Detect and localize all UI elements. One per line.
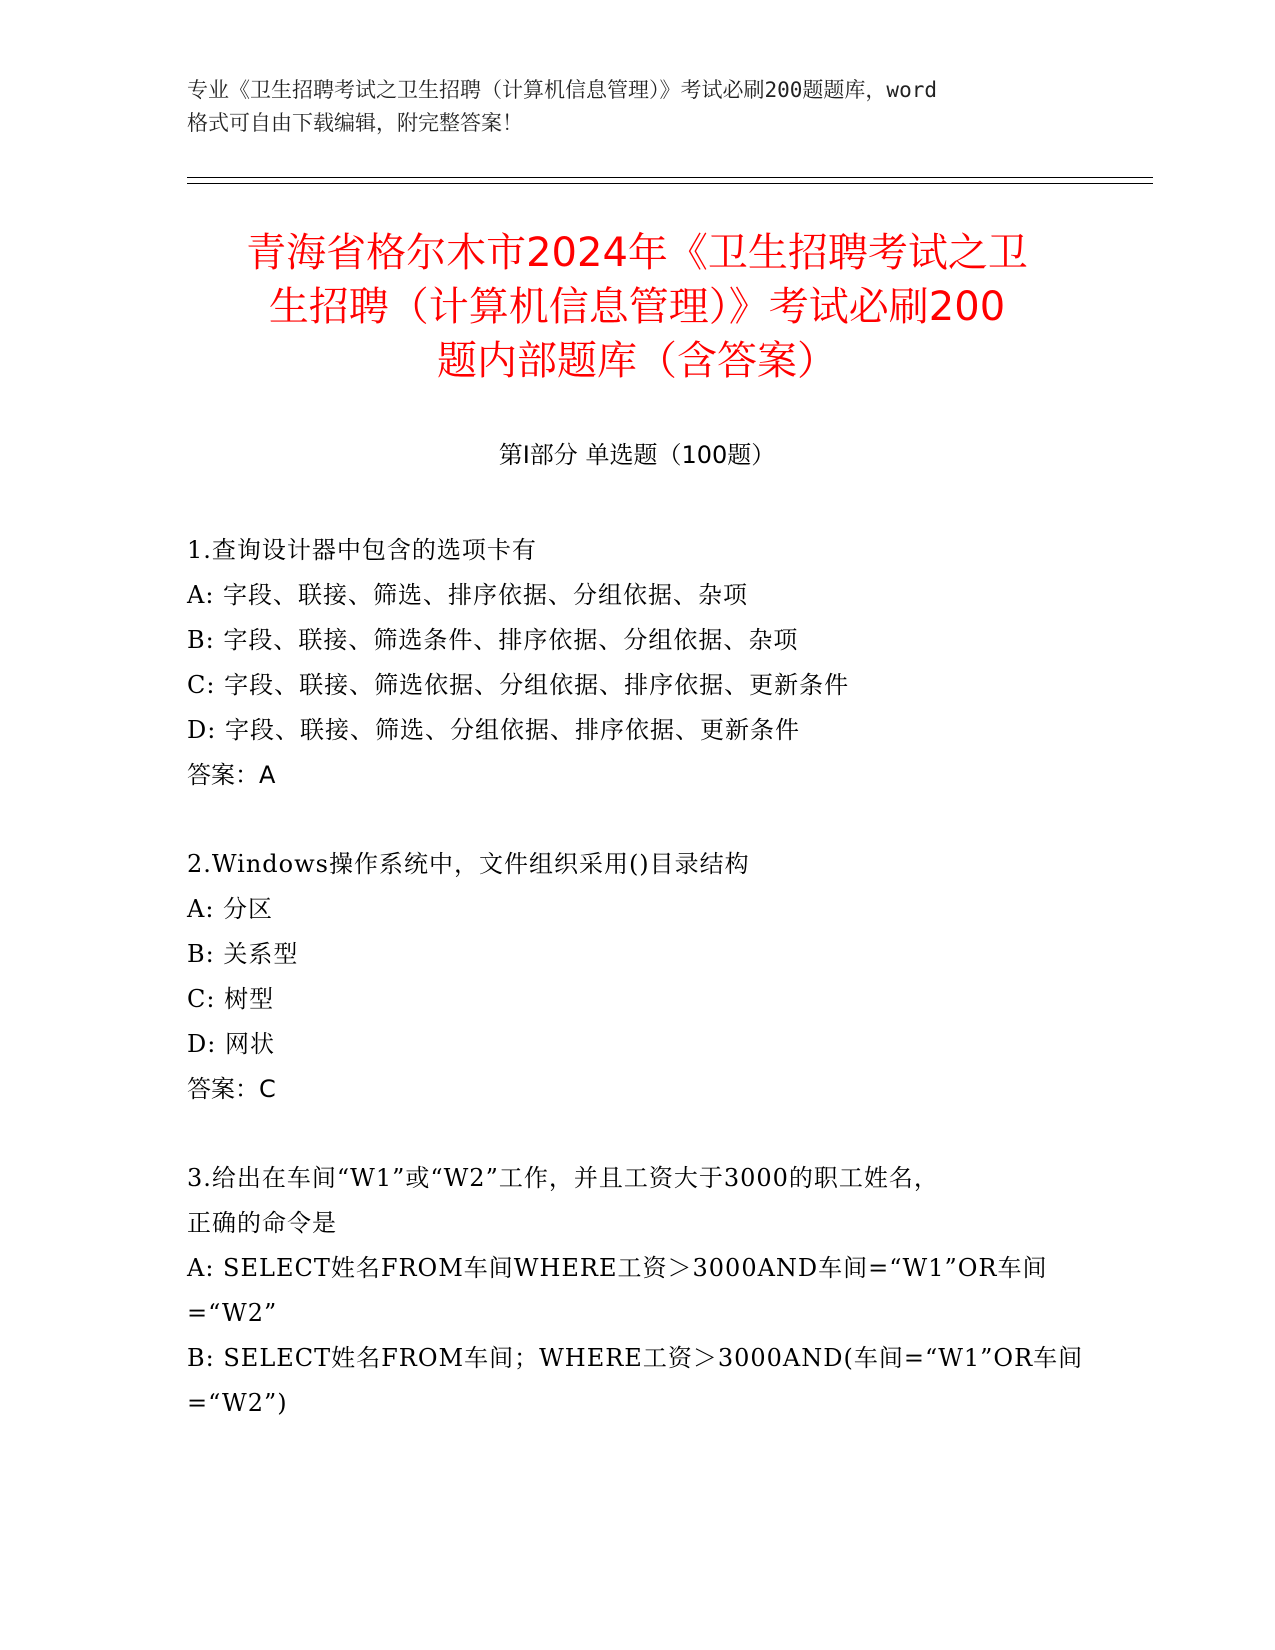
option-a-line-1: A: SELECT姓名FROM车间WHERE工资＞3000AND车间=“W1”OR车间 (187, 1254, 1048, 1282)
header-note (187, 74, 1087, 140)
document-title-line-3: 题内部题库（含答案） (437, 338, 837, 384)
option-d: D: 网状 (187, 1030, 275, 1058)
header-note-line-2: 格式可自由下载编辑，附完整答案！ (187, 111, 523, 135)
question-stem-line-2: 正确的命令是 (187, 1209, 337, 1237)
option-c: C: 字段、联接、筛选依据、分组依据、排序依据、更新条件 (187, 671, 850, 699)
header-rule-bottom (187, 183, 1153, 184)
document-title-line-1: 青海省格尔木市2024年《卫生招聘考试之卫 (246, 230, 1028, 276)
option-b-line-2: =“W2”) (187, 1389, 288, 1417)
header-rule-top (187, 177, 1153, 178)
question-list (187, 528, 1087, 1470)
header-note-line-1: 专业《卫生招聘考试之卫生招聘（计算机信息管理）》考试必刷200题题库，word (187, 78, 937, 102)
question-stem: 2.Windows操作系统中，文件组织采用()目录结构 (187, 850, 750, 878)
option-b-line-1: B: SELECT姓名FROM车间；WHERE工资＞3000AND(车间=“W1”OR车间 (187, 1344, 1084, 1372)
option-a: A: 字段、联接、筛选、排序依据、分组依据、杂项 (187, 581, 749, 609)
question-stem: 1.查询设计器中包含的选项卡有 (187, 536, 537, 564)
option-b: B: 字段、联接、筛选条件、排序依据、分组依据、杂项 (187, 626, 799, 654)
answer: 答案：A (187, 761, 276, 789)
question-1 (187, 528, 1087, 798)
option-d: D: 字段、联接、筛选、分组依据、排序依据、更新条件 (187, 716, 800, 744)
option-b: B: 关系型 (187, 940, 299, 968)
option-c: C: 树型 (187, 985, 275, 1013)
document-title (187, 226, 1087, 388)
option-a-line-2: =“W2” (187, 1299, 278, 1327)
question-2 (187, 842, 1087, 1112)
option-a: A: 分区 (187, 895, 274, 923)
question-stem-line-1: 3.给出在车间“W1”或“W2”工作，并且工资大于3000的职工姓名， (187, 1164, 939, 1192)
document-title-line-2: 生招聘（计算机信息管理）》考试必刷200 (268, 284, 1006, 330)
answer: 答案：C (187, 1075, 276, 1103)
section-title: 第Ⅰ部分 单选题（100题） (498, 441, 776, 469)
question-3 (187, 1156, 1087, 1426)
